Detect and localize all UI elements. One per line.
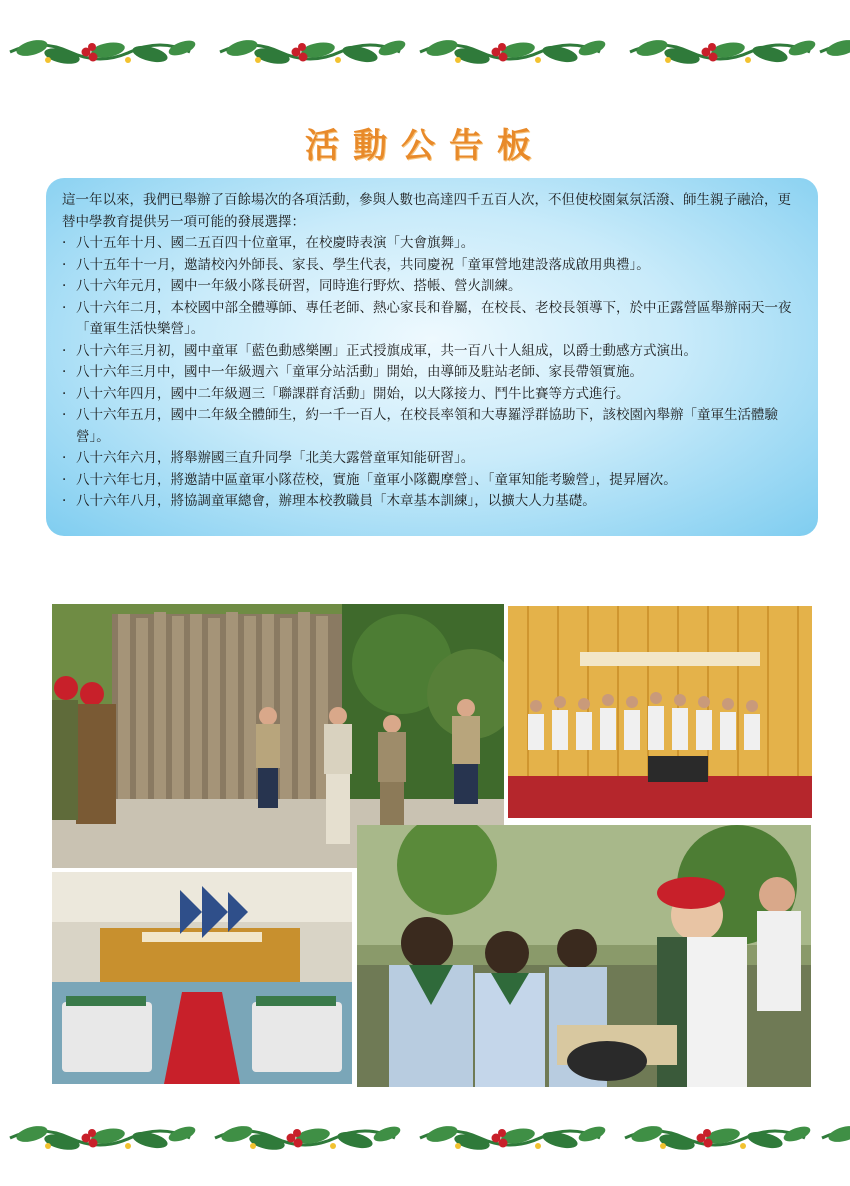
bullet: · [62,342,67,359]
notice-intro: 這一年以來，我們已舉辦了百餘場次的各項活動，參與人數也高達四千五百人次，不但使校園氣氛活潑、師生親子融洽，更替中學教育提供另一項可能的發展選擇： [62,192,791,230]
list-item: · 八十五年十一月，邀請校內外師長、家長、學生代表，共同慶祝「童軍營地建設落成啟用典禮」。 [62,255,798,277]
list-item: · 八十六年六月，將舉辦國三直升同學「北美大露營童軍知能研習」。 [62,448,798,470]
bullet: · [62,450,67,466]
bullet: · [62,235,67,251]
bullet: · [62,364,67,380]
holly-border-top [0,30,850,74]
bullet: · [62,493,67,509]
list-item: · 八十五年十月、國二五百四十位童軍，在校慶時表演「大會旗舞」。 [62,233,798,255]
notice-list [62,233,798,513]
list-item: · 八十六年三月中，國中一年級週六「童軍分站活動」開始，由導師及駐站老師、家長帶領實施。 [62,362,798,384]
notice-board [46,178,818,536]
list-item: · 八十六年四月，國中二年級週三「聯課群育活動」開始，以大隊接力、鬥牛比賽等方式進行。 [62,384,798,406]
list-item: · 八十六年八月，將協調童軍總會，辦理本校教職員「木章基本訓練」，以擴大人力基礎。 [62,491,798,513]
bullet: · [62,299,67,316]
holly-garland-icon [10,37,197,66]
photo-stage-performance [508,606,812,818]
list-item: · 八十六年元月，國中一年級小隊長研習，同時進行野炊、搭帳、營火訓練。 [62,276,798,298]
list-item: · 八十六年七月，將邀請中區童軍小隊莅校，實施「童軍小隊觀摩營」、「童軍知能考驗營」，提昇層次。 [62,470,798,492]
bullet: · [62,385,67,402]
bullet: · [62,471,67,488]
photo-scouts-outdoor-cooking [357,825,811,1087]
holly-border-bottom [0,1116,850,1160]
list-item: · 八十六年五月，國中二年級全體師生，約一千一百人，在校長率領和大專羅浮群協助下，該校園內舉辦「童軍生活體驗營」。 [62,407,778,445]
bullet: · [62,256,67,273]
list-item: · 八十六年二月，本校國中部全體導師、專任老師、熱心家長和眷屬，在校長、老校長領導下，於中正露營區舉辦兩天一夜「童軍生活快樂營」。 [62,299,792,337]
list-item: · 八十六年三月初，國中童軍「藍色動感樂團」正式授旗成軍，共一百八十人組成，以爵士動感方式演出。 [62,341,798,363]
photo-flag-ceremony-auditorium [52,872,352,1084]
bullet: · [62,407,67,423]
bullet: · [62,278,67,294]
page-title: 活動公告板 [305,126,545,166]
